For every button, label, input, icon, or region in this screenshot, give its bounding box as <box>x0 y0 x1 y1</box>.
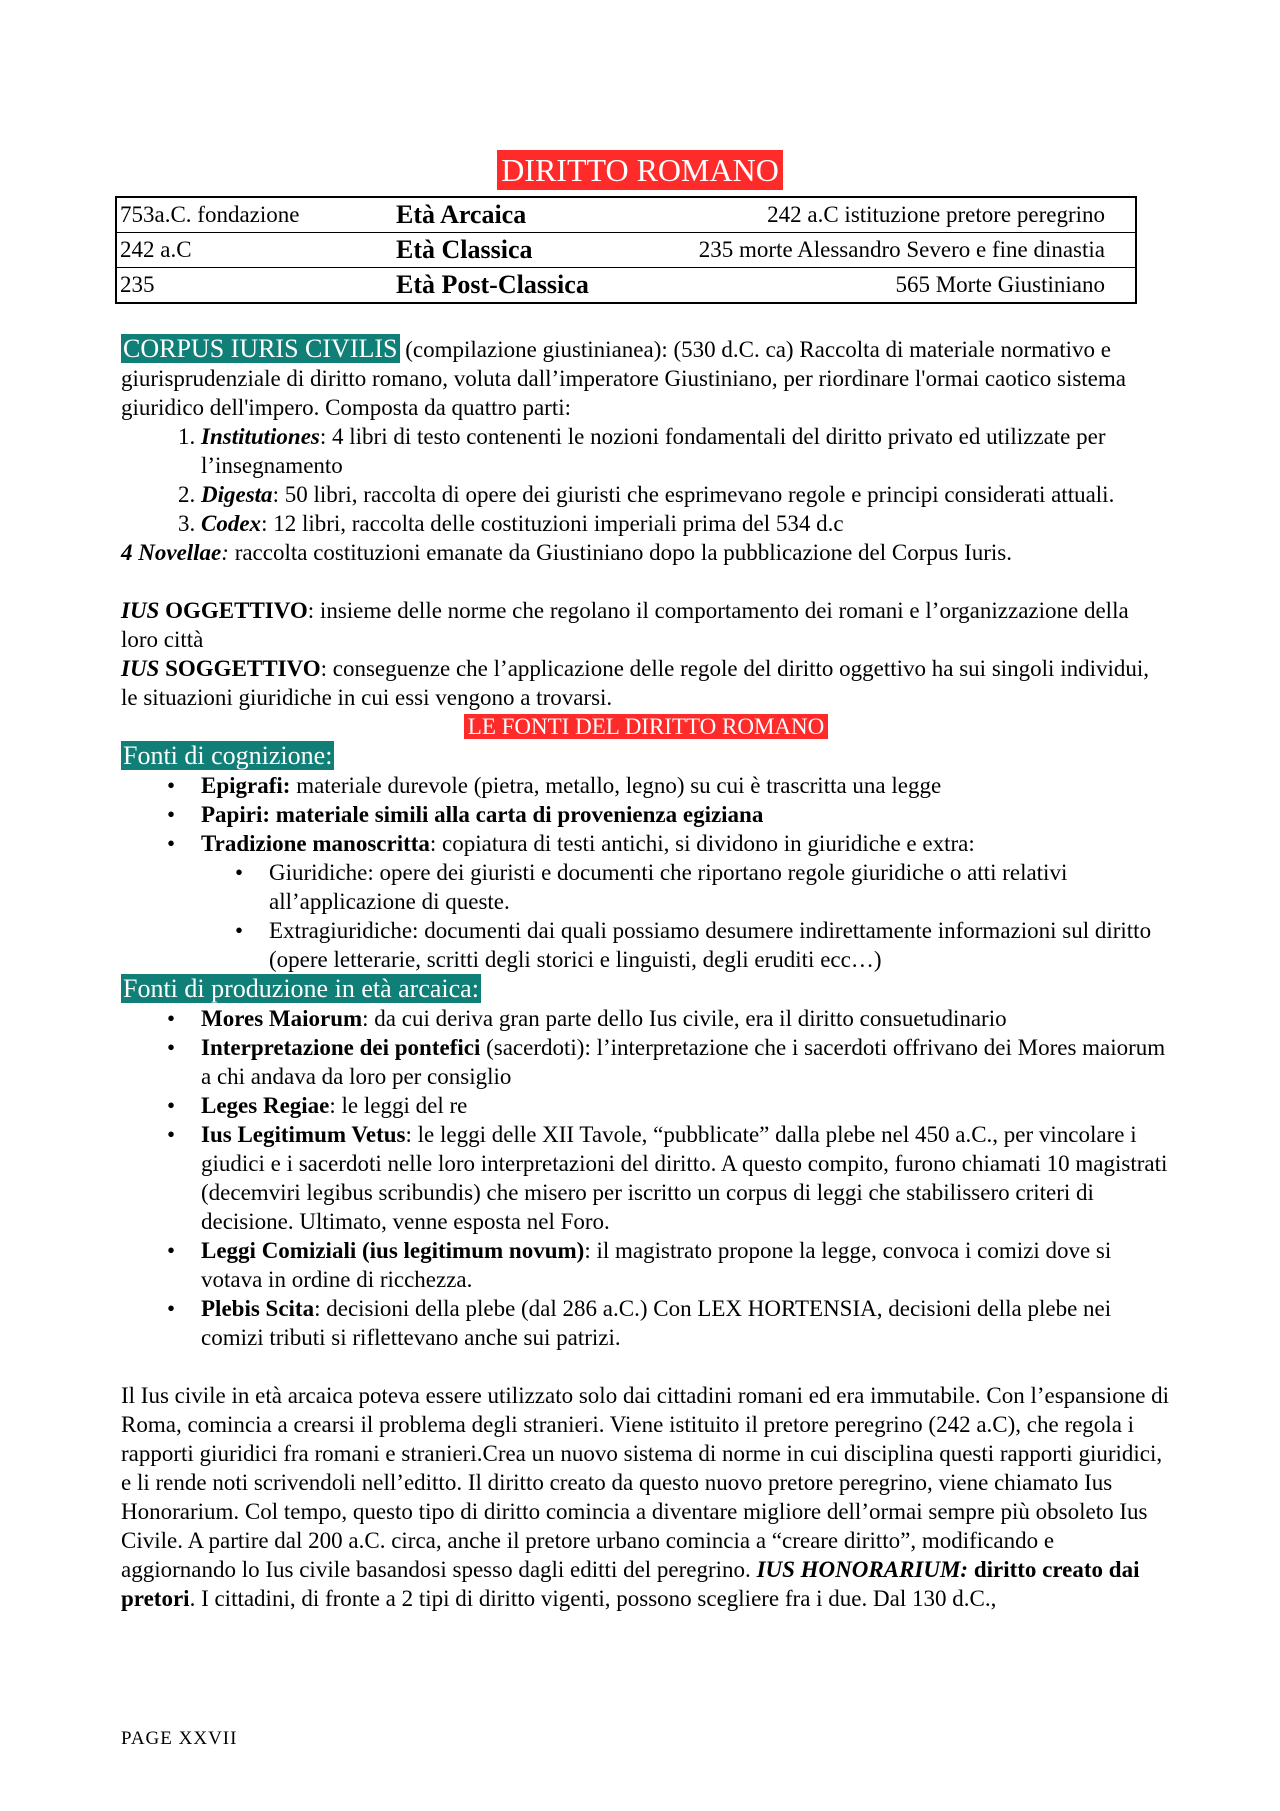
era-end: 235 morte Alessandro Severo e fine dinastia <box>649 233 1136 268</box>
ius-oggettivo-text: : insieme delle norme che regolano il comportamento dei romani e l’organizzazione della loro città <box>121 598 1129 652</box>
cognizione-heading-row <box>121 741 1171 771</box>
list-item <box>201 1033 1171 1091</box>
item-term: Ius Legitimum Vetus <box>201 1122 406 1147</box>
era-row <box>116 233 1136 268</box>
eras-table <box>115 196 1137 304</box>
spacer <box>121 1352 1171 1381</box>
corpus-heading: CORPUS IURIS CIVILIS <box>123 334 398 363</box>
produzione-heading-row <box>121 974 1171 1004</box>
cognizione-heading: Fonti di cognizione: <box>123 741 333 770</box>
list-item <box>201 480 1171 509</box>
item-term: Epigrafi: <box>201 773 291 798</box>
novellae-sep: : <box>221 540 235 565</box>
list-item <box>201 800 1171 829</box>
item-text: : copiatura di testi antichi, si dividono in giuridiche e extra: <box>429 831 975 856</box>
ius-label: IUS <box>121 598 160 623</box>
list-item: • Giuridiche: opere dei giuristi e documenti che riportano regole giuridiche o atti relativi all’applicazione di queste. <box>269 858 1171 916</box>
list-item <box>201 1091 1171 1120</box>
fonti-heading: LE FONTI DEL DIRITTO ROMANO <box>464 714 828 739</box>
list-item <box>201 1004 1171 1033</box>
era-name: Età Arcaica <box>393 197 649 233</box>
produzione-list <box>121 1004 1171 1352</box>
part-text: 4 libri di testo contenenti le nozioni fondamentali del diritto privato ed utilizzate per l’insegnamento <box>201 424 1106 478</box>
spacer <box>121 567 1171 596</box>
honorarium-definition: diritto creato dai pretori <box>121 1557 1140 1611</box>
novellae-term: 4 Novellae <box>121 540 222 565</box>
era-start: 753a.C. fondazione <box>116 197 393 233</box>
part-term: Digesta <box>201 482 273 507</box>
novellae-paragraph <box>121 538 1171 567</box>
item-text: (sacerdoti): l’interpretazione che i sacerdoti offrivano dei Mores maiorum a chi andava da loro per consiglio <box>201 1035 1166 1089</box>
page-number: PAGE XXVII <box>121 1728 238 1749</box>
part-sep: : <box>272 482 285 507</box>
produzione-heading: Fonti di produzione in età arcaica: <box>123 974 479 1003</box>
corpus-paragraph <box>121 334 1171 422</box>
part-sep: : <box>319 424 333 449</box>
ius-oggettivo-paragraph <box>121 596 1171 654</box>
ius-soggettivo-text: : conseguenze che l’applicazione delle regole del diritto oggettivo ha sui singoli individui, le situazioni giuridiche in cui essi vengono a trovarsi. <box>121 656 1149 710</box>
era-start: 242 a.C <box>116 233 393 268</box>
item-term: Plebis Scita <box>201 1296 315 1321</box>
novellae-text: raccolta costituzioni emanate da Giustiniano dopo la pubblicazione del Corpus Iuris. <box>234 540 1012 565</box>
era-row <box>116 197 1136 233</box>
item-term: Leggi Comiziali (ius legitimum novum) <box>201 1238 585 1263</box>
item-term: Leges Regiae <box>201 1093 330 1118</box>
item-text: : da cui deriva gran parte dello Ius civile, era il diritto consuetudinario <box>362 1006 1007 1031</box>
era-end: 242 a.C istituzione pretore peregrino <box>649 197 1136 233</box>
era-row <box>116 268 1136 304</box>
era-name: Età Post-Classica <box>393 268 649 304</box>
main-content <box>121 334 1171 1613</box>
ius-label: IUS <box>121 656 160 681</box>
ius-oggettivo-term: OGGETTIVO <box>159 598 308 623</box>
closing-paragraph <box>121 1381 1171 1613</box>
item-term: Tradizione manoscritta <box>201 831 430 856</box>
part-term: Codex <box>201 511 262 536</box>
era-name: Età Classica <box>393 233 649 268</box>
list-item <box>201 1120 1171 1236</box>
era-start: 235 <box>116 268 393 304</box>
item-term: Papiri: materiale simili alla carta di provenienza egiziana <box>201 802 764 827</box>
list-item <box>201 771 1171 800</box>
list-item <box>201 829 1171 974</box>
item-text: : decisioni della plebe (dal 286 a.C.) Con LEX HORTENSIA, decisioni della plebe nei comizi tributi si riflettevano anche sui patrizi. <box>201 1296 1112 1350</box>
part-term: Institutiones <box>201 424 320 449</box>
list-item <box>201 1294 1171 1352</box>
item-term: Mores Maiorum <box>201 1006 363 1031</box>
item-text: : le leggi del re <box>329 1093 468 1118</box>
item-text: : il magistrato propone la legge, convoca i comizi dove si votava in ordine di ricchezza. <box>201 1238 1112 1292</box>
closing-text-2: . I cittadini, di fronte a 2 tipi di diritto vigenti, possono scegliere fra i due. Dal 130 d.C., <box>189 1586 997 1611</box>
page-title: DIRITTO ROMANO <box>497 150 783 190</box>
part-text: 12 libri, raccolta delle costituzioni imperiali prima del 534 d.c <box>273 511 844 536</box>
ius-soggettivo-term: SOGGETTIVO <box>159 656 321 681</box>
title-wrap <box>0 150 1280 190</box>
ius-soggettivo-paragraph <box>121 654 1171 712</box>
list-item: • Extragiuridiche: documenti dai quali possiamo desumere indirettamente informazioni sul diritto (opere letterarie, scritti degli storici e linguisti, degli eruditi ecc…) <box>269 916 1171 974</box>
list-item <box>201 509 1171 538</box>
closing-text-1: Il Ius civile in età arcaica poteva essere utilizzato solo dai cittadini romani ed era immutabile. Con l’espansione di Roma, comincia a crearsi il problema degli stranieri. Viene istituito il pretore peregrino (242 a.C), che regola i rapporti giuridici fra romani e stranieri.Crea un nuovo sistema di norme in cui disciplina questi rapporti giuridici, e li rende noti scrivendoli nell’editto. Il diritto creato da questo nuovo pretore peregrino, viene chiamato Ius Honorarium. Col tempo, questo tipo di diritto comincia a diventare migliore dell’ormai sempre più obsoleto Ius Civile. A partire dal 200 a.C. circa, anche il pretore urbano comincia a “creare diritto”, modificando e aggiornando lo Ius civile basandosi spesso dagli editti del peregrino. <box>121 1383 1170 1582</box>
corpus-parts-list <box>121 422 1171 538</box>
item-text: materiale durevole (pietra, metallo, legno) su cui è trascritta una legge <box>290 773 942 798</box>
part-text: 50 libri, raccolta di opere dei giuristi che esprimevano regole e principi considerati attuali. <box>284 482 1115 507</box>
honorarium-term: IUS HONORARIUM: <box>756 1557 969 1582</box>
cognizione-sublist <box>201 858 1171 974</box>
item-text: : le leggi delle XII Tavole, “pubblicate” dalla plebe nel 450 a.C., per vincolare i giudici e i sacerdoti nelle loro interpretazioni del diritto. A questo compito, furono chiamati 10 magistrati (decemviri legibus scribundis) che misero per iscritto un corpus di leggi che stabilissero criteri di decisione. Ultimato, venne esposta nel Foro. <box>201 1122 1168 1234</box>
item-term: Interpretazione dei pontefici <box>201 1035 481 1060</box>
era-end: 565 Morte Giustiniano <box>649 268 1136 304</box>
part-sep: : <box>261 511 274 536</box>
cognizione-list <box>121 771 1171 974</box>
list-item <box>201 422 1171 480</box>
list-item <box>201 1236 1171 1294</box>
fonti-heading-row <box>121 712 1171 741</box>
corpus-intro: (compilazione giustinianea): (530 d.C. ca) Raccolta di materiale normativo e giurisprudenziale di diritto romano, voluta dall’imperatore Giustiniano, per riordinare l'ormai caotico sistema giuridico dell'impero. Composta da quattro parti: <box>121 337 1126 420</box>
